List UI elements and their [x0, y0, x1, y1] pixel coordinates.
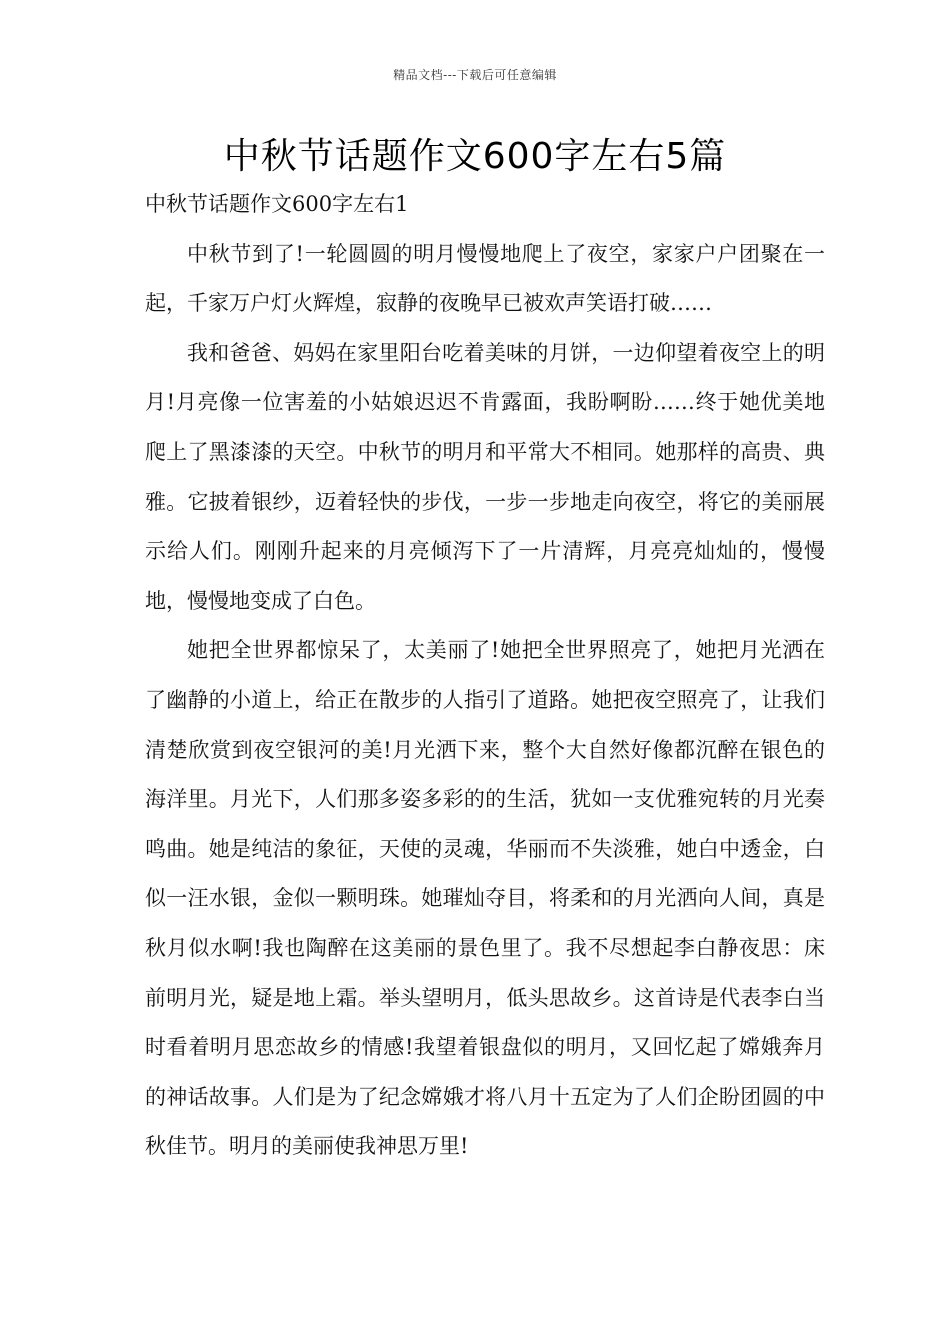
- paragraph-3: 她把全世界都惊呆了，太美丽了!她把全世界照亮了，她把月光洒在了幽静的小道上，给正在散步的人指引了道路。她把夜空照亮了，让我们清楚欣赏到夜空银河的美!月光洒下来，整个大自然好像都沉醉在银色的海洋里。月光下，人们那多姿多彩的的生活，犹如一支优雅宛转的月光奏鸣曲。她是纯洁的象征，天使的灵魂，华丽而不失淡雅，她白中透金，白似一汪水银，金似一颗明珠。她璀灿夺目，将柔和的月光洒向人间，真是秋月似水啊!我也陶醉在这美丽的景色里了。我不尽想起李白静夜思：床前明月光，疑是地上霜。举头望明月，低头思故乡。这首诗是代表李白当时看着明月思恋故乡的情感!我望着银盘似的明月，又回忆起了嫦娥奔月的神话故事。人们是为了纪念嫦娥才将八月十五定为了人们企盼团圆的中秋佳节。明月的美丽使我神思万里!: [145, 638, 825, 1159]
- document-title: 中秋节话题作文600字左右5篇: [223, 136, 727, 177]
- essay-heading: 中秋节话题作文600字左右1: [145, 192, 409, 216]
- paragraph-2: 我和爸爸、妈妈在家里阳台吃着美味的月饼，一边仰望着夜空上的明月!月亮像一位害羞的小姑娘迟迟不肯露面，我盼啊盼……终于她优美地爬上了黑漆漆的天空。中秋节的明月和平常大不相同。她那样的高贵、典雅。它披着银纱，迈着轻快的步伐，一步一步地走向夜空，将它的美丽展示给人们。刚刚升起来的月亮倾泻下了一片清辉，月亮亮灿灿的，慢慢地，慢慢地变成了白色。: [145, 340, 825, 613]
- document-body: [145, 180, 825, 1172]
- header-note: 精品文档---下载后可任意编辑: [393, 68, 557, 82]
- paragraph-1: 中秋节到了!一轮圆圆的明月慢慢地爬上了夜空，家家户户团聚在一起，千家万户灯火辉煌，寂静的夜晚早已被欢声笑语打破……: [145, 241, 825, 316]
